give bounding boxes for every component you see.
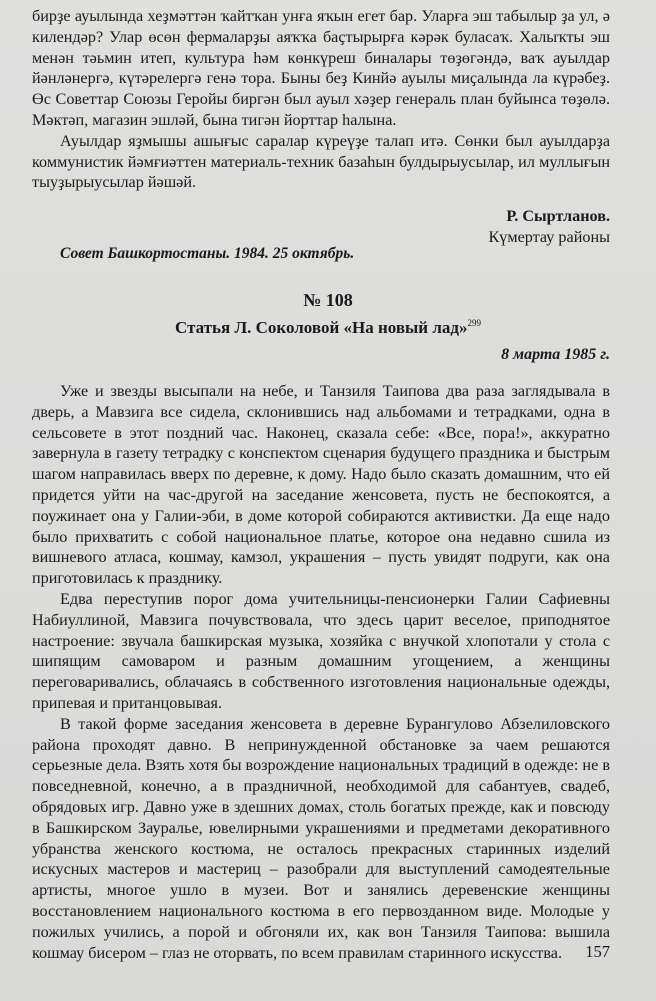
document-title-text: Статья Л. Соколовой «На новый лад»: [175, 318, 468, 337]
document-number: № 108: [303, 290, 353, 310]
top-text-block: [32, 6, 610, 193]
article-text-block: [32, 381, 610, 963]
article-paragraph-2: Едва переступив порог дома учительницы-пенсионерки Галии Сафиевны Набиуллиной, Мавзига почувствовала, что здесь царит веселое, приподнятое настроение: звучала башкирская музыка, хозяйка с внучкой хлопотали у стола с шипящим самоваром и разным домашним угощением, а женщины переговаривались, облачаясь в собственного изготовления национальные одежды, припевая и пританцовывая.: [32, 589, 610, 712]
author-district: Күмертау районы: [488, 228, 610, 246]
article-paragraph-1: Уже и звезды высыпали на небе, и Танзиля Таипова два раза заглядывала в дверь, а Мавзига все сидела, склонившись над альбомами и тетрадками, одна в сельсовете в этот поздний час. Наконец, сказала себе: «Все, пора!», аккуратно завернула в газету тетрадку с конспектом сценария будущего праздника и быстрым шагом направилась вверх по деревне, к дому. Надо было сказать домашним, что ей придется уйти на час-другой на заседание женсовета, пусть не беспокоятся, а поужинает она у Галии-эби, в доме которой собираются активистки. Да еще надо было прихватить с собой национальное платье, которое она недавно сшила из вишневого атласа, кошмау, камзол, украшения – пусть увидят подруги, как она приготовилась к празднику.: [32, 382, 610, 588]
source-citation: Совет Башкортостаны. 1984. 25 октябрь.: [60, 245, 355, 262]
article-paragraph-3: В такой форме заседания женсовета в деревне Бурангулово Абзелиловского района проходят давно. В непринужденной обстановке за чаем решаются серьезные дела. Взять хотя бы возрождение национальных традиций в одежде: не в повседневной, конечно, а в праздничной, необходимой для сабантуев, свадеб, обрядовых игр. Давно уже в здешних домах, столь богатых прежде, как и повсюду в Башкирском Зауралье, ювелирными украшениями и предметами декоративного убранства женского костюма, не осталось прекрасных старинных изделий искусных мастеров и мастериц – разобрали для выступлений самодеятельные артисты, многое ушло в музеи. Вот и занялись деревенские женщины восстановлением национального костюма в его первозданном виде. Молодые у пожилых учились, а порой и обгоняли их, как вон Танзиля Таипова: вышила кошмау бисером – глаз не оторвать, по всем правилам старинного искусства.: [32, 714, 610, 962]
author-name: Р. Сыртланов.: [506, 207, 610, 225]
document-title: [0, 318, 656, 338]
footnote-marker: 299: [467, 318, 481, 328]
top-paragraph-2: Ауылдар яҙмышы ашығыс саралар күреүҙе талап итә. Сөнки был ауылдарҙа коммунистик йәмғиәттен материаль-техник базаһын булдырыусылар, ил муллығын тыуҙырыусылар йәшәй.: [32, 131, 610, 192]
document-date: 8 марта 1985 г.: [501, 346, 610, 363]
page-number: 157: [585, 942, 610, 961]
top-paragraph-1: бирҙе ауылында хеҙмәттән ҡайтҡан унға яҡын егет бар. Уларға эш табылыр ҙа ул, ә килендәр? Улар өсөн фермаларҙы аяҡҡа баҫтырырға кәрәк буласаҡ. Халыҡты эш менән тәьмин итеп, культура һәм көнкүреш биналары төҙөгәндә, ваҡ ауылдар йәнләнергә, күтәрелергә генә тора. Быны беҙ Кинйә ауылы миҫалында ла күрәбеҙ. Өс Советтар Союзы Геройы биргән был ауыл хәҙер генераль план буйынса төҙөлә. Мәктәп, магазин эшләй, бына тигән йорттар һалына.: [32, 7, 610, 129]
